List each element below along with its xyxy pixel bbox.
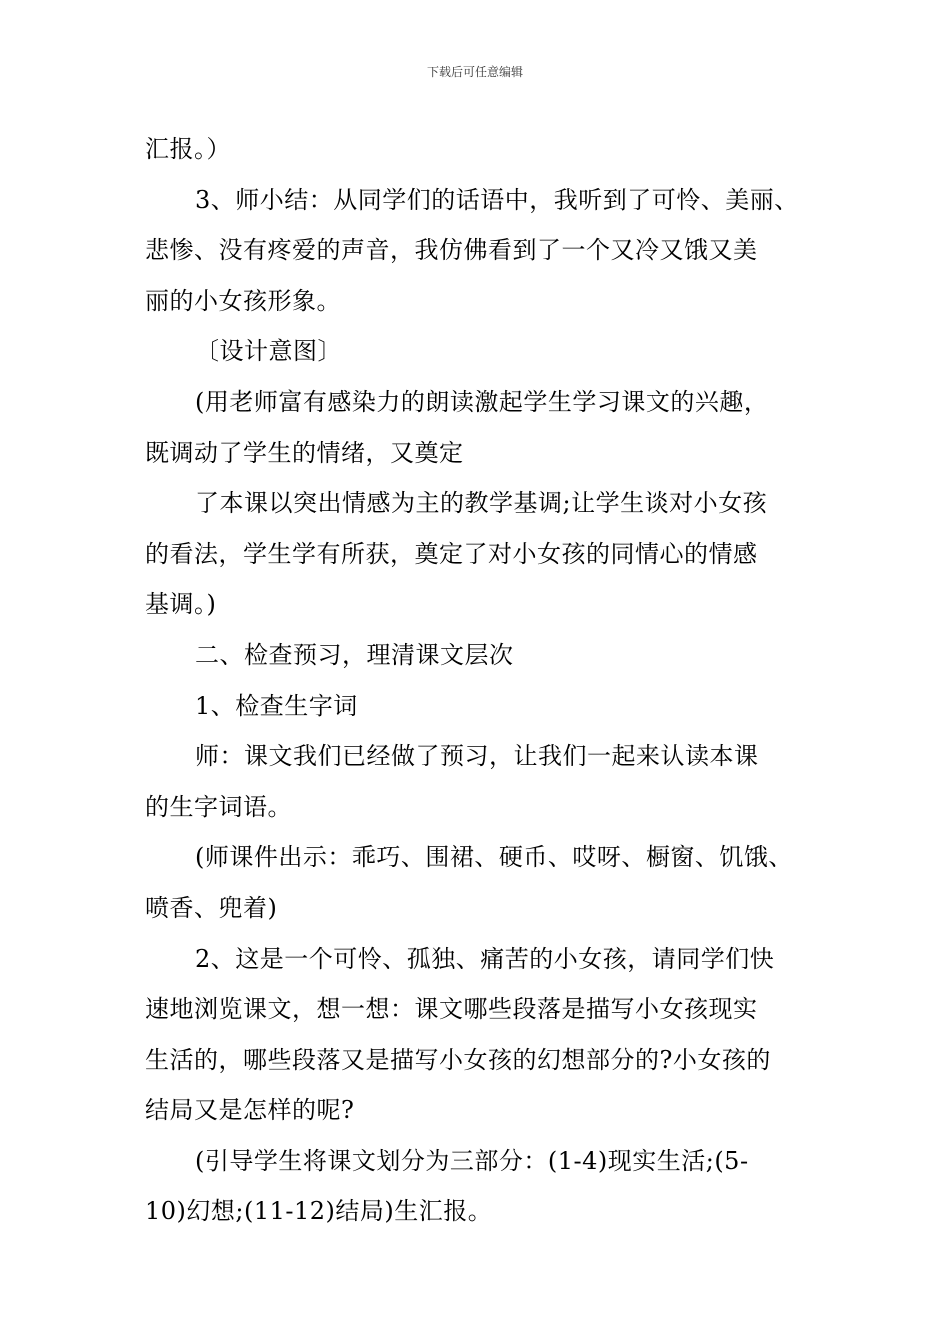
text-line: 结局又是怎样的呢? [145,1096,355,1125]
text-line: 二、检查预习，理清课文层次 [195,640,514,669]
text-line: 基调。) [145,590,217,619]
text-line: 10)幻想;(11-12)结局)生汇报。 [145,1197,493,1226]
text-line: (引导学生将课文划分为三部分：(1-4)现实生活;(5- [195,1146,749,1175]
text-line: 2、这是一个可怜、孤独、痛苦的小女孩，请同学们快 [195,944,775,973]
text-line: 悲惨、没有疼爱的声音，我仿佛看到了一个又冷又饿又美 [145,236,758,265]
text-line: 了本课以突出情感为主的教学基调;让学生谈对小女孩 [195,489,768,518]
text-line: 丽的小女孩形象。 [145,286,341,315]
text-line: 的生字词语。 [145,792,292,821]
document-body [145,124,815,1237]
text-line: 生活的，哪些段落又是描写小女孩的幻想部分的?小女孩的 [145,1045,771,1074]
text-line: 速地浏览课文，想一想：课文哪些段落是描写小女孩现实 [145,995,758,1024]
text-line: 汇报。） [145,135,231,163]
text-line: 师：课文我们已经做了预习，让我们一起来认读本课 [195,742,759,771]
text-line: (用老师富有感染力的朗读激起学生学习课文的兴趣， [195,387,769,416]
text-line: 1、检查生字词 [195,691,358,720]
page-header: 下载后可任意编辑 [426,65,523,79]
text-line: 3、师小结：从同学们的话语中，我听到了可怜、美丽、 [195,185,799,214]
text-line: 的看法，学生学有所获，奠定了对小女孩的同情心的情感 [145,539,758,568]
text-line: 〔设计意图〕 [195,337,342,366]
text-line: 喷香、兜着) [145,893,278,922]
text-line: 既调动了学生的情绪，又奠定 [145,438,464,467]
text-line: (师课件出示：乖巧、围裙、硬币、哎呀、橱窗、饥饿、 [195,843,793,872]
